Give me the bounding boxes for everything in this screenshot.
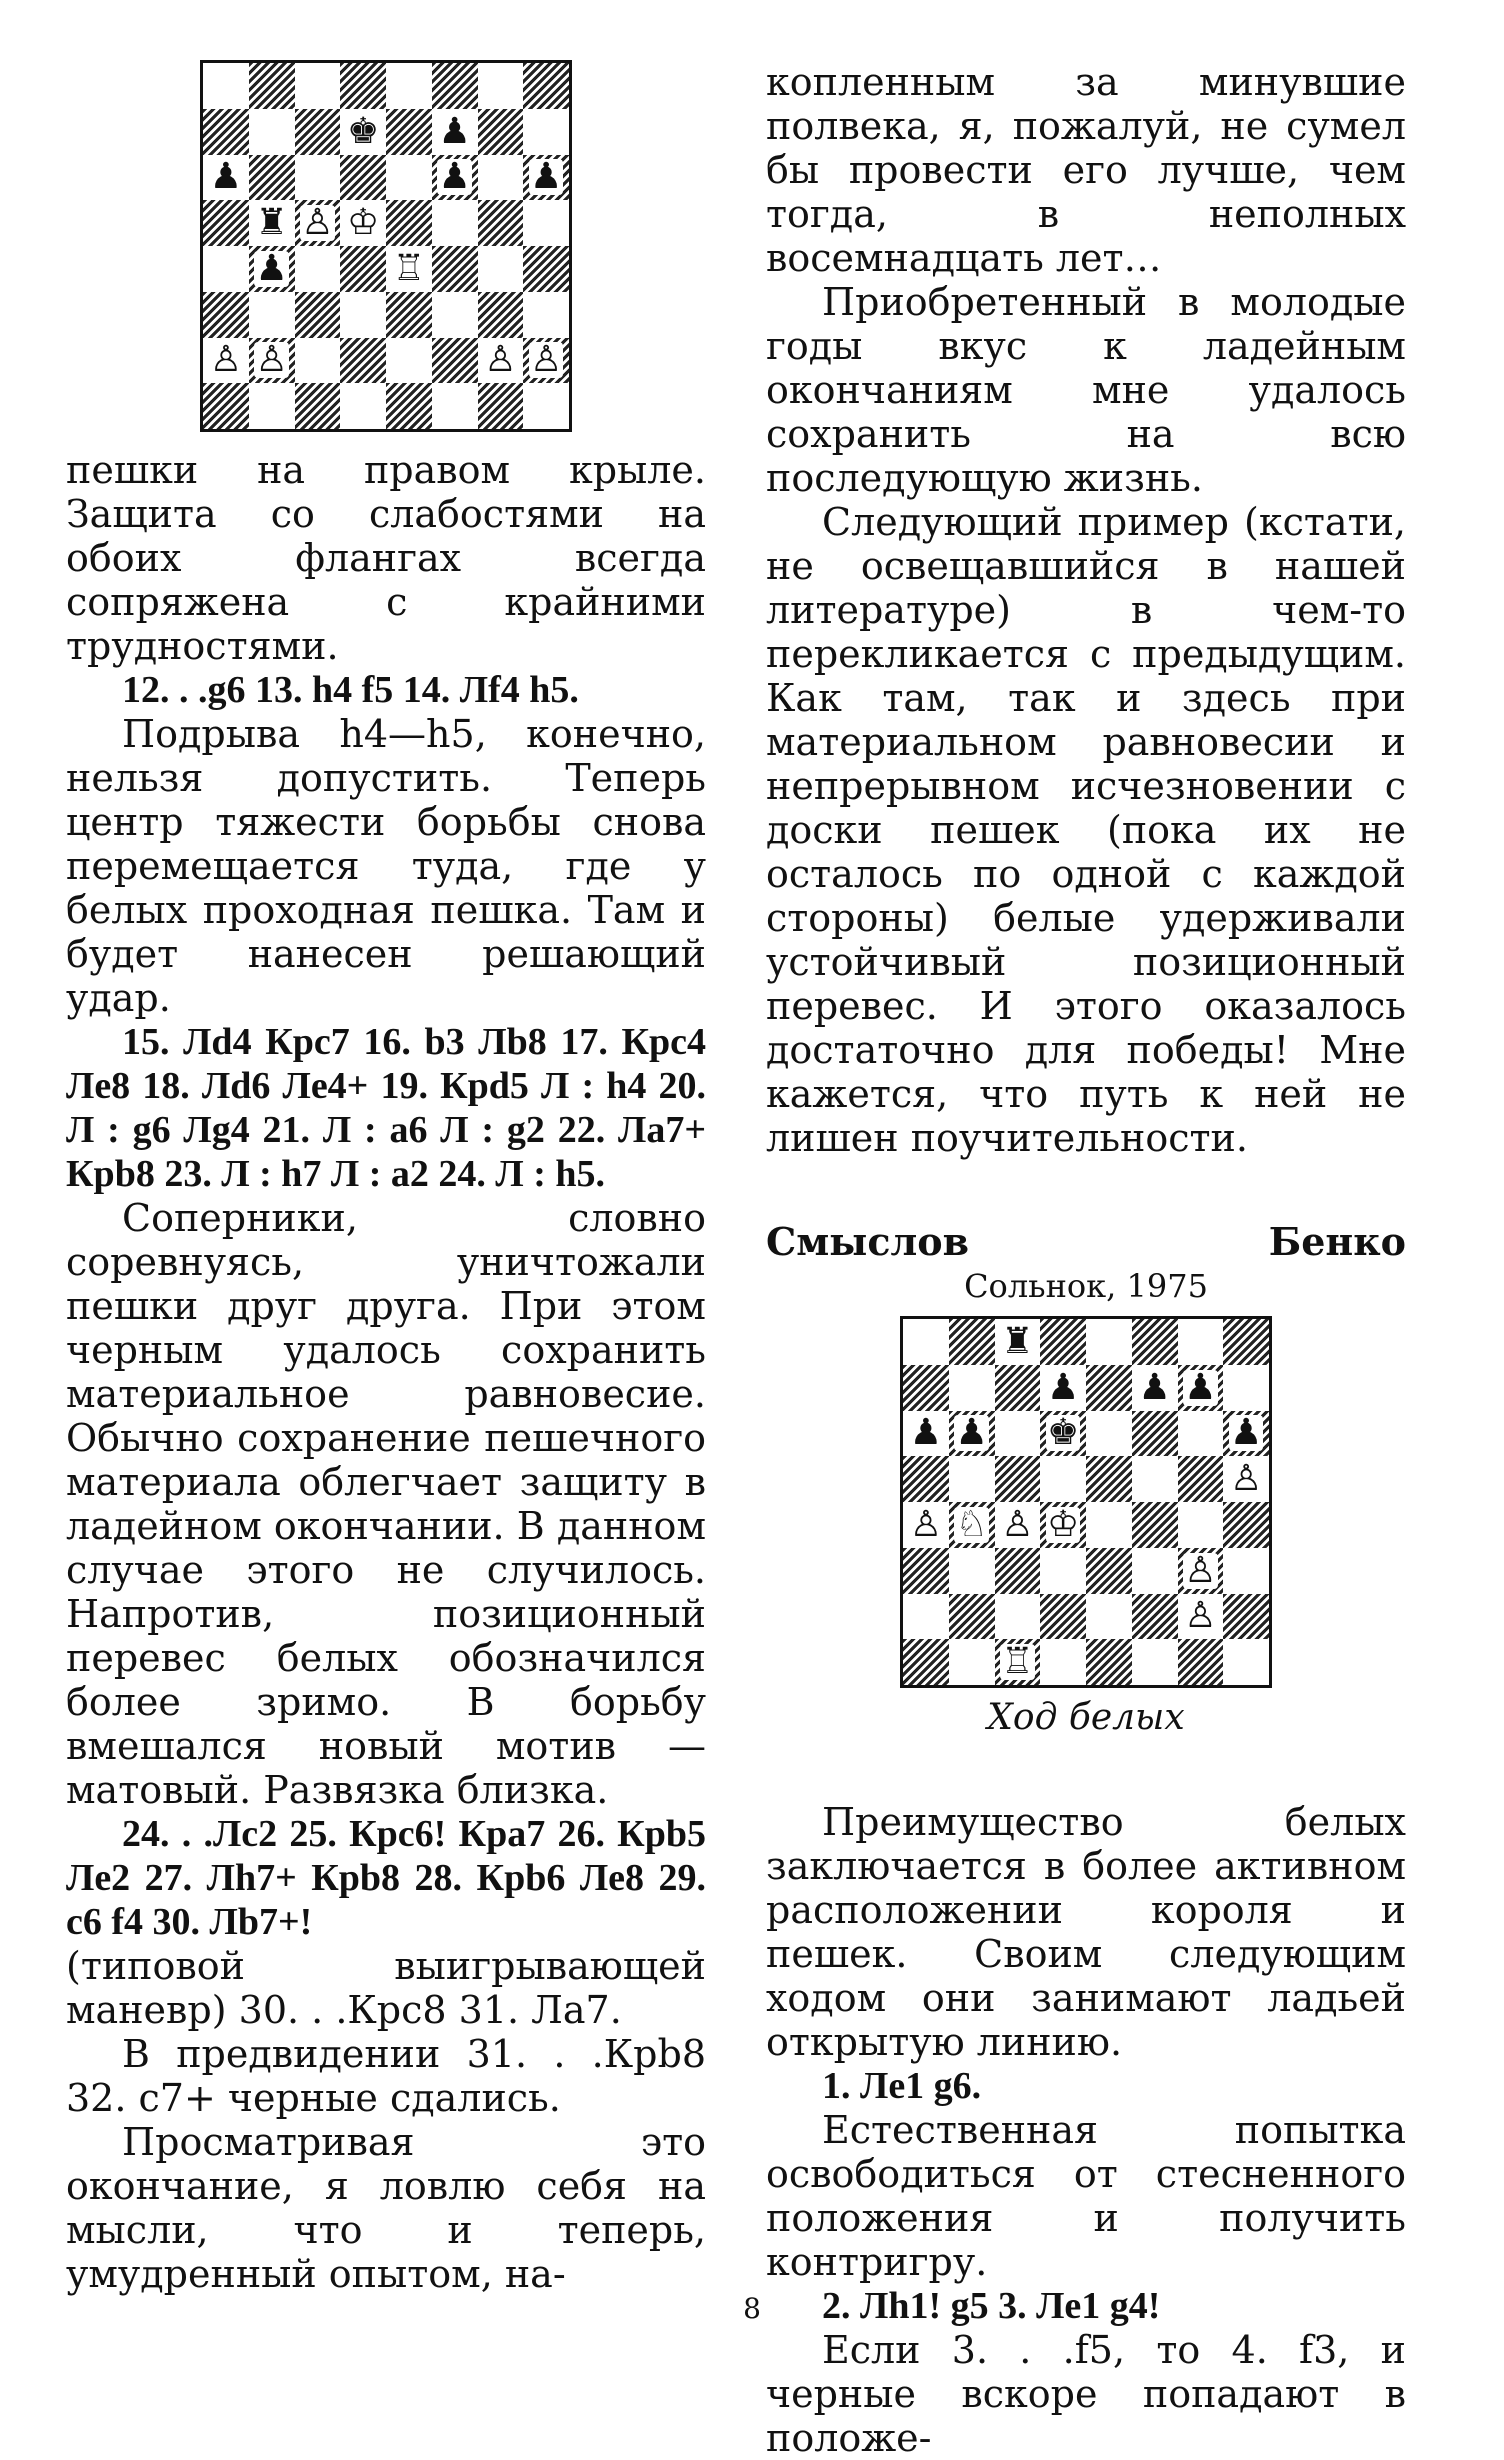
board-square: [1086, 1502, 1132, 1548]
paragraph: Просматривая это окончание, я ловлю себя на мысли, что и теперь, умудренный опытом, на-: [66, 2120, 706, 2296]
board-square: [1178, 1319, 1224, 1365]
white-knight-icon: ♘: [955, 1503, 988, 1545]
paragraph: Если 3. . .f5, то 4. f3, и черные вскоре попадают в положе-: [766, 2328, 1406, 2460]
board-square: [1086, 1548, 1132, 1594]
black-pawn-icon: ♟: [1046, 1366, 1080, 1408]
board-square: [1178, 1502, 1224, 1548]
board-square: [340, 246, 386, 292]
board-square: [949, 1594, 995, 1640]
board-square: [903, 1639, 949, 1685]
board-square: [949, 1411, 995, 1457]
white-king-icon: ♔: [1046, 1503, 1080, 1545]
board-square: [340, 338, 386, 384]
board-square: [1040, 1456, 1086, 1502]
left-column: [66, 60, 706, 2296]
paragraph: Следующий пример (кстати, не освещавшийся в нашей литературе) в чем-то перекликается с предыдущим. Как там, так и здесь при материальном равновесии и непрерывном исчезновении с доски пешек (пока их не осталось по одной с каждой стороны) белые удерживали устойчивый позиционный перевес. И этого оказалось достаточно для победы! Мне кажется, что путь к ней не лишен поучительности.: [766, 500, 1406, 1160]
board-square: [995, 1639, 1041, 1685]
board-square: [295, 292, 341, 338]
board-square: [995, 1502, 1041, 1548]
board-square: [1223, 1411, 1269, 1457]
board-square: [386, 109, 432, 155]
board-square: [523, 246, 569, 292]
white-pawn-icon: ♙: [484, 339, 517, 381]
board-square: [949, 1502, 995, 1548]
white-player: Смыслов: [766, 1219, 970, 1264]
right-column: [766, 60, 1406, 2460]
black-pawn-icon: ♟: [955, 1412, 988, 1454]
white-pawn-icon: ♙: [1184, 1549, 1217, 1591]
board-square: [523, 63, 569, 109]
board-square: [249, 383, 295, 429]
board-square: [1086, 1594, 1132, 1640]
board-square: [432, 63, 478, 109]
board-square: [949, 1456, 995, 1502]
black-rook-icon: ♜: [255, 202, 288, 244]
black-pawn-icon: ♟: [1138, 1366, 1171, 1408]
board-square: [949, 1319, 995, 1365]
board-square: [478, 292, 524, 338]
board-square: [386, 292, 432, 338]
board-square: [478, 109, 524, 155]
board-square: [1040, 1548, 1086, 1594]
board-square: [903, 1319, 949, 1365]
board-square: [1223, 1502, 1269, 1548]
page-number: 8: [743, 2292, 761, 2325]
white-pawn-icon: ♙: [1001, 1503, 1034, 1545]
board-square: [523, 109, 569, 155]
paragraph: Приобретенный в молодые годы вкус к ладейным окончаниям мне удалось сохранить на всю последующую жизнь.: [766, 280, 1406, 500]
black-king-icon: ♚: [1046, 1412, 1080, 1454]
board-square: [432, 292, 478, 338]
board-square: [903, 1548, 949, 1594]
board-square: [995, 1548, 1041, 1594]
board-square: [1132, 1639, 1178, 1685]
board-square: [249, 155, 295, 201]
move-line: 12. . .g6 13. h4 f5 14. Лf4 h5.: [122, 669, 579, 711]
board-square: [432, 338, 478, 384]
board-square: [295, 155, 341, 201]
board-square: [995, 1594, 1041, 1640]
black-king-icon: ♚: [346, 110, 380, 152]
board-square: [1223, 1456, 1269, 1502]
board-square: [1040, 1365, 1086, 1411]
black-rook-icon: ♜: [1001, 1320, 1034, 1362]
board-square: [995, 1365, 1041, 1411]
board-square: [340, 63, 386, 109]
board-square: [1223, 1319, 1269, 1365]
white-pawn-icon: ♙: [209, 339, 243, 381]
board-square: [1223, 1639, 1269, 1685]
board-square: [1040, 1502, 1086, 1548]
paragraph: пешки на правом крыле. Защита со слабостями на обоих флангах всегда сопряжена с крайними трудностями.: [66, 448, 706, 668]
black-pawn-icon: ♟: [1184, 1366, 1217, 1408]
board-square: [432, 383, 478, 429]
move-line: 1. Лe1 g6.: [822, 2065, 982, 2107]
move-line: 24. . .Лc2 25. Крc6! Крa7 26. Крb5 Лe2 27. Лh7+ Крb8 28. Крb6 Лe8 29. c6 f4 30. Лb7+!: [66, 1813, 706, 1943]
board-square: [432, 200, 478, 246]
paragraph: копленным за минувшие полвека, я, пожалуй, не сумел бы провести его лучше, чем тогда, в неполных восемнадцать лет…: [766, 60, 1406, 280]
board-square: [386, 155, 432, 201]
white-pawn-icon: ♙: [301, 202, 334, 244]
board-square: [523, 338, 569, 384]
board-square: [386, 383, 432, 429]
board-square: [478, 383, 524, 429]
board-square: [1223, 1594, 1269, 1640]
paragraph: В предвидении 31. . .Крb8 32. c7+ черные сдались.: [66, 2032, 706, 2120]
black-pawn-icon: ♟: [1229, 1412, 1263, 1454]
board-wrap-2: [766, 1316, 1406, 1688]
board-square: [1040, 1594, 1086, 1640]
right-text-after: [766, 1800, 1406, 2460]
board-square: [203, 155, 249, 201]
board-square: [203, 109, 249, 155]
white-king-icon: ♔: [346, 202, 380, 244]
left-text: [66, 448, 706, 2296]
black-pawn-icon: ♟: [438, 110, 471, 152]
board-square: [903, 1502, 949, 1548]
board-square: [1086, 1365, 1132, 1411]
board-square: [340, 109, 386, 155]
board-square: [386, 338, 432, 384]
board-square: [478, 338, 524, 384]
board-square: [1132, 1548, 1178, 1594]
board-square: [386, 200, 432, 246]
board-square: [295, 63, 341, 109]
board-square: [1132, 1411, 1178, 1457]
board-square: [203, 246, 249, 292]
board-square: [249, 200, 295, 246]
board-square: [203, 292, 249, 338]
board-square: [432, 155, 478, 201]
board-square: [523, 383, 569, 429]
right-text: [766, 60, 1406, 1160]
board-square: [203, 338, 249, 384]
board-square: [949, 1548, 995, 1594]
board-square: [249, 292, 295, 338]
board-square: [295, 338, 341, 384]
board-square: [995, 1319, 1041, 1365]
board-square: [1086, 1411, 1132, 1457]
board-square: [1178, 1411, 1224, 1457]
board-square: [340, 155, 386, 201]
black-player: Бенко: [1268, 1219, 1406, 1264]
paragraph: Подрыва h4—h5, конечно, нельзя допустить. Теперь центр тяжести борьбы снова перемещается туда, где у белых проходная пешка. Там и будет нанесен решающий удар.: [66, 712, 706, 1020]
board-square: [249, 338, 295, 384]
paragraph: Преимущество белых заключается в более активном расположении короля и пешек. Своим следующим ходом они занимают ладьей открытую линию.: [766, 1800, 1406, 2064]
board-square: [1178, 1456, 1224, 1502]
move-line: 2. Лh1! g5 3. Лe1 g4!: [822, 2285, 1161, 2327]
board-square: [386, 246, 432, 292]
board-square: [1132, 1319, 1178, 1365]
board-square: [949, 1639, 995, 1685]
board-square: [295, 109, 341, 155]
board-square: [523, 292, 569, 338]
board-square: [1223, 1365, 1269, 1411]
paragraph: Соперники, словно соревнуясь, уничтожали пешки друг друга. При этом черным удалось сохранить материальное равновесие. Обычно сохранение пешечного материала облегчает защиту в ладейном окончании. В данном случае этого не случилось. Напротив, позиционный перевес белых обозначился более зримо. В борьбу вмешался новый мотив — матовый. Развязка близка.: [66, 1196, 706, 1812]
board-square: [295, 246, 341, 292]
board-square: [340, 292, 386, 338]
white-pawn-icon: ♙: [1229, 1458, 1263, 1500]
board-square: [1178, 1639, 1224, 1685]
board-square: [1086, 1456, 1132, 1502]
chess-diagram-1: [200, 60, 572, 432]
black-pawn-icon: ♟: [438, 156, 471, 198]
white-rook-icon: ♖: [1001, 1641, 1034, 1683]
board-square: [995, 1456, 1041, 1502]
white-pawn-icon: ♙: [529, 339, 563, 381]
black-pawn-icon: ♟: [909, 1412, 943, 1454]
board-square: [949, 1365, 995, 1411]
board-square: [1132, 1365, 1178, 1411]
board-square: [1132, 1502, 1178, 1548]
board-square: [295, 383, 341, 429]
board-square: [523, 200, 569, 246]
board-square: [523, 155, 569, 201]
board-square: [249, 63, 295, 109]
board-square: [1223, 1548, 1269, 1594]
board-square: [1178, 1548, 1224, 1594]
board-square: [1086, 1639, 1132, 1685]
board-square: [249, 246, 295, 292]
board-square: [249, 109, 295, 155]
black-pawn-icon: ♟: [209, 156, 243, 198]
board-square: [1040, 1411, 1086, 1457]
white-pawn-icon: ♙: [255, 339, 288, 381]
chess-diagram-2: [900, 1316, 1272, 1688]
paragraph: (типовой выигрывающей маневр) 30. . .Крc8 31. Лa7.: [66, 1944, 706, 2032]
board-square: [1132, 1594, 1178, 1640]
move-line: 15. Лd4 Крc7 16. b3 Лb8 17. Крc4 Лe8 18. Лd6 Лe4+ 19. Крd5 Л : h4 20. Л : g6 Лg4 21. Л : a6 Л : g2 22. Лa7+ Крb8 23. Л : h7 Л : a2 24. Л : h5.: [66, 1021, 706, 1195]
board-square: [903, 1456, 949, 1502]
black-pawn-icon: ♟: [255, 247, 288, 289]
diagram-caption: Ход белых: [987, 1697, 1185, 1738]
paragraph: Естественная попытка освободиться от стесненного положения и получить контригру.: [766, 2108, 1406, 2284]
board-square: [340, 200, 386, 246]
board-square: [478, 155, 524, 201]
black-pawn-icon: ♟: [529, 156, 563, 198]
board-square: [478, 246, 524, 292]
white-rook-icon: ♖: [392, 247, 426, 289]
board-square: [432, 109, 478, 155]
board-square: [340, 383, 386, 429]
board-square: [1132, 1456, 1178, 1502]
board-square: [295, 200, 341, 246]
board-square: [203, 200, 249, 246]
game-header: [766, 1220, 1406, 1264]
white-pawn-icon: ♙: [909, 1503, 943, 1545]
board-square: [903, 1411, 949, 1457]
board-square: [1178, 1594, 1224, 1640]
board-square: [1086, 1319, 1132, 1365]
white-pawn-icon: ♙: [1184, 1595, 1217, 1637]
board-square: [995, 1411, 1041, 1457]
board-square: [386, 63, 432, 109]
board-square: [903, 1365, 949, 1411]
board-square: [1040, 1639, 1086, 1685]
board-square: [478, 200, 524, 246]
game-event: Сольнок, 1975: [964, 1267, 1208, 1305]
board-square: [203, 383, 249, 429]
board-square: [1040, 1319, 1086, 1365]
board-square: [903, 1594, 949, 1640]
board-square: [1178, 1365, 1224, 1411]
board-square: [432, 246, 478, 292]
board-square: [203, 63, 249, 109]
board-wrap-1: [66, 60, 706, 432]
board-square: [478, 63, 524, 109]
